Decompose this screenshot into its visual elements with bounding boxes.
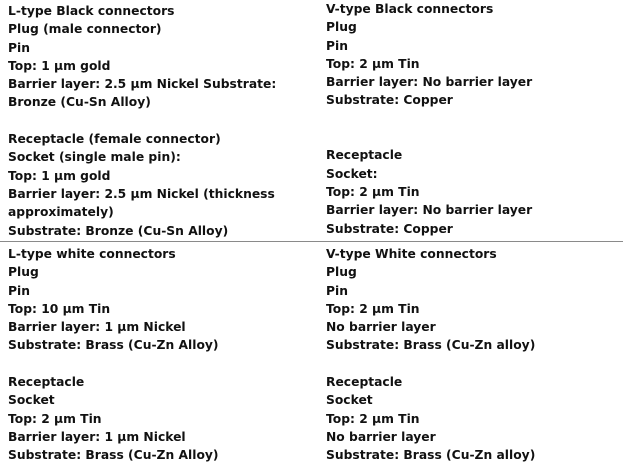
cell-l-type-black [0,0,318,242]
cell-v-type-white [318,242,623,468]
cell-text-line: Substrate: Brass (Cu-Zn Alloy) [8,336,318,354]
cell-text-line: V-type Black connectors [326,0,623,18]
blank-line [8,355,318,373]
cell-text-line: Pin [8,282,318,300]
cell-text-line: Socket: [326,165,623,183]
cell-l-type-white [0,242,318,468]
cell-text-line: Top: 1 µm gold [8,167,318,185]
cell-text-line: Top: 2 µm Tin [326,55,623,73]
cell-text-line: Top: 2 µm Tin [8,410,318,428]
cell-text-line: Socket (single male pin): [8,148,318,166]
cell-text-line: Barrier layer: 2.5 µm Nickel Substrate: Bronze (Cu-Sn Alloy) [8,75,304,112]
cell-text-line: Plug (male connector) [8,20,318,38]
cell-text-line: Top: 10 µm Tin [8,300,318,318]
cell-text-line: Barrier layer: No barrier layer [326,201,623,219]
cell-text-line: Barrier layer: 1 µm Nickel [8,318,318,336]
cell-text-line: Receptacle [326,373,623,391]
cell-text-line: Barrier layer: 2.5 µm Nickel (thickness approximately) [8,185,304,222]
cell-text-line: Plug [326,18,623,36]
cell-text-line: Socket [326,391,623,409]
table-row-white-connectors [0,242,623,468]
cell-text-line: Receptacle (female connector) [8,130,318,148]
cell-text-line: L-type Black connectors [8,2,318,20]
cell-text-line: Pin [8,39,318,57]
cell-text-line: Pin [326,37,623,55]
cell-text-line: Top: 1 µm gold [8,57,318,75]
cell-text-line: Substrate: Bronze (Cu-Sn Alloy) [8,222,318,240]
cell-text-line: Substrate: Brass (Cu-Zn Alloy) [8,446,318,464]
cell-text-line: Plug [8,263,318,281]
cell-text-line: Substrate: Copper [326,91,623,109]
cell-text-line: Receptacle [326,146,623,164]
cell-text-line: Plug [326,263,623,281]
cell-text-line: L-type white connectors [8,245,318,263]
cell-v-type-black [318,0,623,242]
cell-text-line: Top: 2 µm Tin [326,183,623,201]
cell-text-line: Barrier layer: No barrier layer [326,73,623,91]
blank-line [326,128,623,146]
cell-text-line: Pin [326,282,623,300]
cell-text-line: Substrate: Brass (Cu-Zn alloy) [326,336,623,354]
cell-text-line: Top: 2 µm Tin [326,300,623,318]
cell-text-line: Socket [8,391,318,409]
cell-text-line: Substrate: Copper [326,220,623,238]
cell-text-line: Receptacle [8,373,318,391]
cell-text-line: No barrier layer [326,318,623,336]
cell-text-line: Barrier layer: 1 µm Nickel [8,428,318,446]
blank-line [326,110,623,128]
blank-line [326,355,623,373]
cell-text-line: V-type White connectors [326,245,623,263]
cell-text-line: No barrier layer [326,428,623,446]
cell-text-line: Top: 2 µm Tin [326,410,623,428]
cell-text-line: Substrate: Brass (Cu-Zn alloy) [326,446,623,464]
blank-line [8,112,318,130]
